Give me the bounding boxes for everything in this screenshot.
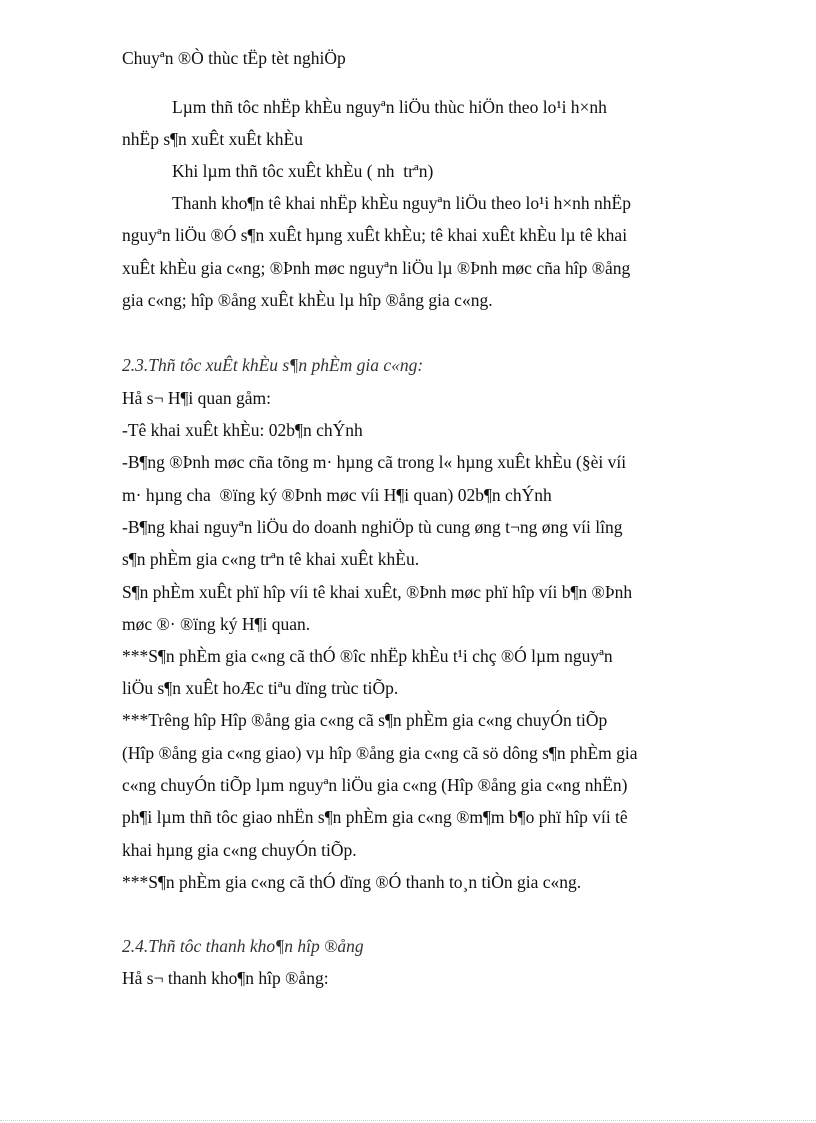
paragraph-line: s¶n phÈm gia c«ng trªn tê khai xuÊt khÈu. <box>122 549 420 569</box>
paragraph-line: -B¶ng ®Þnh møc cña tõng m· hµng cã trong l« hµng xuÊt khÈu (§èi víi <box>122 452 627 472</box>
paragraph-line: ph¶i lµm thñ tôc giao nhËn s¶n phÈm gia c«ng ®m¶m b¶o phï hîp víi tê <box>122 807 628 827</box>
paragraph-line: S¶n phÈm xuÊt phï hîp víi tê khai xuÊt, ®Þnh møc phï hîp víi b¶n ®Þnh <box>122 582 633 602</box>
document-header: Chuyªn ®Ò thùc tËp tèt nghiÖp <box>122 48 346 68</box>
paragraph-line: nguyªn liÖu ®Ó s¶n xuÊt hµng xuÊt khÈu; tê khai xuÊt khÈu lµ tê khai <box>122 225 628 245</box>
paragraph-line: -B¶ng khai nguyªn liÖu do doanh nghiÖp tù cung øng t¬ng øng víi lîng <box>122 517 623 537</box>
paragraph-line: ***S¶n phÈm gia c«ng cã thÓ ®îc nhËp khÈu t¹i chç ®Ó lµm nguyªn <box>122 646 613 666</box>
paragraph-line: Hå s¬ H¶i quan gåm: <box>122 388 272 408</box>
paragraph-line: c«ng chuyÓn tiÕp lµm nguyªn liÖu gia c«ng (Hîp ®ång gia c«ng nhËn) <box>122 775 628 795</box>
section-heading: 2.3.Thñ tôc xuÊt khÈu s¶n phÈm gia c«ng: <box>122 355 424 375</box>
paragraph-line: Hå s¬ thanh kho¶n hîp ®ång: <box>122 968 329 988</box>
paragraph-line: -Tê khai xuÊt khÈu: 02b¶n chÝnh <box>122 420 363 440</box>
paragraph-line: khai hµng gia c«ng chuyÓn tiÕp. <box>122 840 357 860</box>
paragraph-line: xuÊt khÈu gia c«ng; ®Þnh møc nguyªn liÖu lµ ®Þnh møc cña hîp ®ång <box>122 258 631 278</box>
paragraph-line: gia c«ng; hîp ®ång xuÊt khÈu lµ hîp ®ång gia c«ng. <box>122 290 493 310</box>
paragraph-line: Khi lµm thñ tôc xuÊt khÈu ( nh trªn) <box>172 161 434 181</box>
page-edge-divider <box>0 1120 816 1121</box>
paragraph-line: møc ®· ®ïng ký H¶i quan. <box>122 614 311 634</box>
paragraph-line: nhËp s¶n xuÊt xuÊt khÈu <box>122 129 303 149</box>
paragraph-line: m· hµng cha ®ïng ký ®Þnh møc víi H¶i quan) 02b¶n chÝnh <box>122 485 552 505</box>
paragraph-line: ***S¶n phÈm gia c«ng cã thÓ dïng ®Ó thanh to¸n tiÒn gia c«ng. <box>122 872 582 892</box>
section-heading: 2.4.Thñ tôc thanh kho¶n hîp ®ång <box>122 936 364 956</box>
paragraph-line: Lµm thñ tôc nhËp khÈu nguyªn liÖu thùc hiÖn theo lo¹i h×nh <box>172 97 607 117</box>
paragraph-line: ***Trêng hîp Hîp ®ång gia c«ng cã s¶n phÈm gia c«ng chuyÓn tiÕp <box>122 710 608 730</box>
paragraph-line: (Hîp ®ång gia c«ng giao) vµ hîp ®ång gia c«ng cã sö dông s¶n phÈm gia <box>122 743 638 763</box>
paragraph-line: liÖu s¶n xuÊt hoÆc tiªu dïng trùc tiÕp. <box>122 678 399 698</box>
paragraph-line: Thanh kho¶n tê khai nhËp khÈu nguyªn liÖu theo lo¹i h×nh nhËp <box>172 193 631 213</box>
